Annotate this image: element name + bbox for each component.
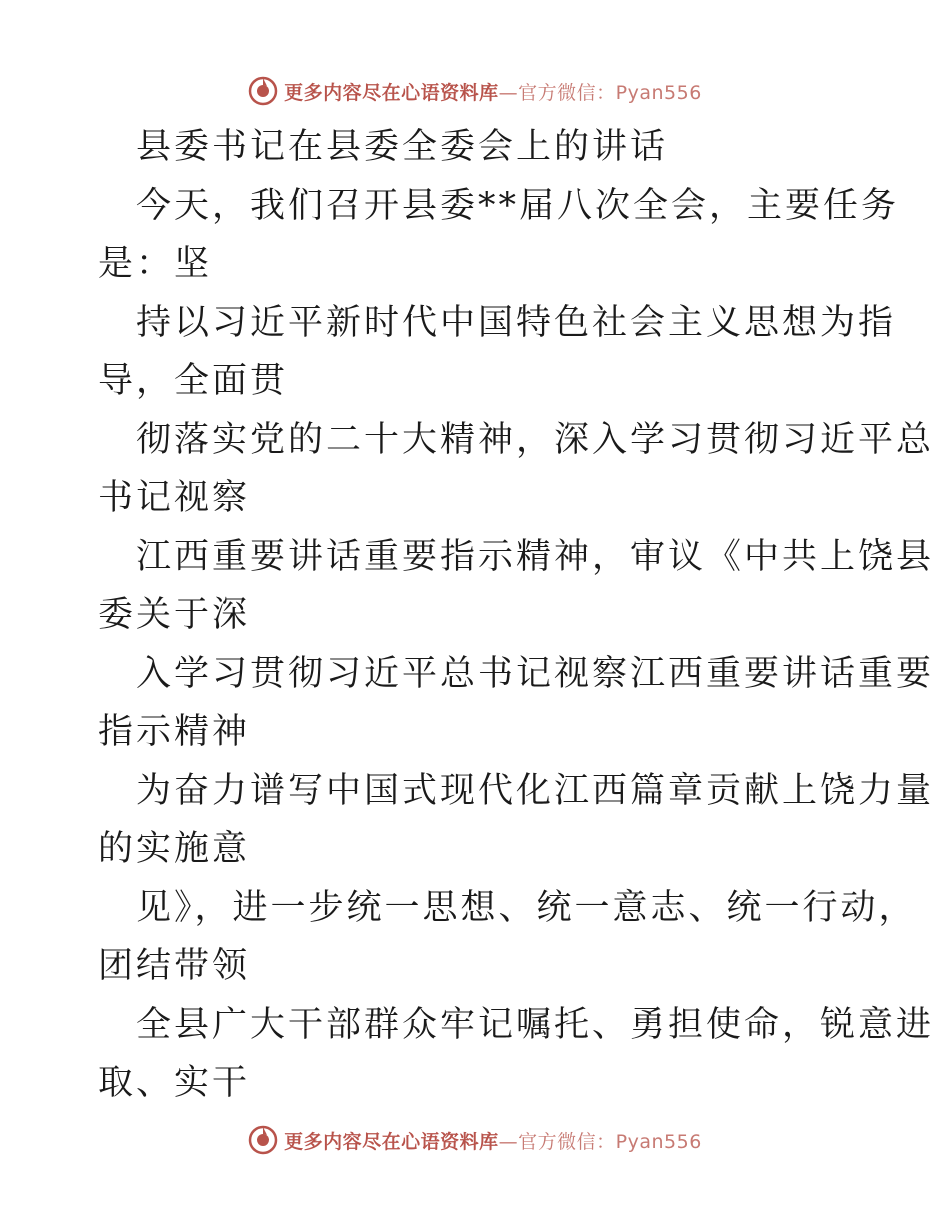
watermark-text [284, 78, 702, 105]
watermark-brand: 更多内容尽在心语资料库 [284, 1130, 499, 1153]
watermark-text [284, 1127, 702, 1154]
paragraph-line: 为奋力谱写中国式现代化江西篇章贡献上饶力量 [136, 770, 935, 811]
watermark-brand: 更多内容尽在心语资料库 [284, 81, 499, 104]
paragraph-line: 彻落实党的二十大精神，深入学习贯彻习近平总 [136, 419, 935, 460]
watermark-suffix: 官方微信：Pyan556 [518, 1130, 702, 1153]
watermark-suffix: 官方微信：Pyan556 [518, 81, 702, 104]
watermark-dash: — [498, 81, 519, 104]
brand-logo-icon [248, 76, 278, 106]
paragraph-line: 团结带领 [98, 946, 251, 986]
paragraph-line: 委关于深 [98, 595, 251, 635]
document-title: 县委书记在县委全委会上的讲话 [136, 127, 669, 167]
watermark-dash: — [498, 1130, 519, 1153]
paragraph-line: 是：坚 [98, 244, 213, 284]
paragraph-line: 指示精神 [98, 712, 251, 752]
paragraph-line: 取、实干 [98, 1063, 251, 1103]
paragraph-line: 全县广大干部群众牢记嘱托、勇担使命，锐意进 [136, 1004, 935, 1045]
paragraph-line: 今天，我们召开县委**届八次全会，主要任务 [136, 185, 900, 226]
paragraph-line: 入学习贯彻习近平总书记视察江西重要讲话重要 [136, 653, 935, 694]
paragraph-line: 书记视察 [98, 478, 251, 518]
footer-watermark [0, 1123, 950, 1157]
brand-logo-icon [248, 1125, 278, 1155]
paragraph-line: 见》，进一步统一思想、统一意志、统一行动， [136, 887, 917, 928]
document-body [98, 118, 935, 1113]
paragraph-line: 持以习近平新时代中国特色社会主义思想为指 [136, 302, 897, 343]
paragraph-line: 的实施意 [98, 829, 251, 869]
paragraph-line: 江西重要讲话重要指示精神，审议《中共上饶县 [136, 536, 935, 577]
paragraph-line: 导，全面贯 [98, 361, 289, 401]
header-watermark [0, 74, 950, 108]
